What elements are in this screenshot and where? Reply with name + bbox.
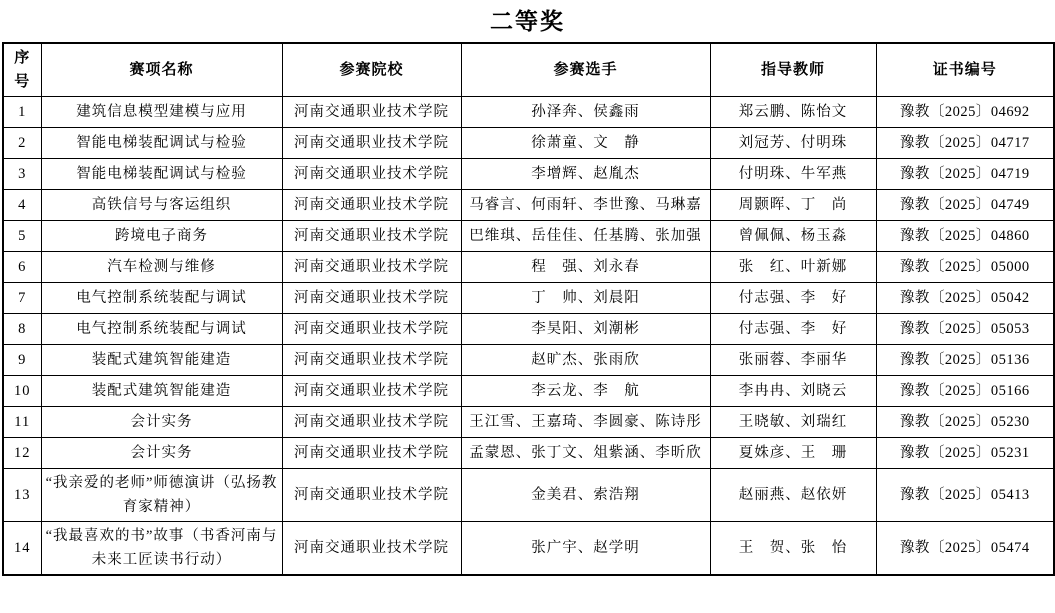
row-school: 河南交通职业技术学院 — [282, 221, 461, 252]
row-certificate-number: 豫教〔2025〕05053 — [876, 314, 1054, 345]
row-participants: 马睿言、何雨轩、李世豫、马琳嘉 — [461, 190, 710, 221]
row-teachers: 付志强、李 好 — [710, 283, 876, 314]
row-school: 河南交通职业技术学院 — [282, 252, 461, 283]
header-serial-number: 序号 — [3, 43, 41, 97]
header-certificate-number: 证书编号 — [876, 43, 1054, 97]
row-serial-number: 5 — [3, 221, 41, 252]
row-event-name: 智能电梯装配调试与检验 — [41, 159, 282, 190]
row-teachers: 付明珠、牛军燕 — [710, 159, 876, 190]
row-certificate-number: 豫教〔2025〕04749 — [876, 190, 1054, 221]
row-certificate-number: 豫教〔2025〕04692 — [876, 97, 1054, 128]
row-school: 河南交通职业技术学院 — [282, 469, 461, 522]
award-table — [2, 42, 1055, 576]
row-teachers: 李冉冉、刘晓云 — [710, 376, 876, 407]
row-event-name: 跨境电子商务 — [41, 221, 282, 252]
row-event-name: 智能电梯装配调试与检验 — [41, 128, 282, 159]
header-teachers: 指导教师 — [710, 43, 876, 97]
table-row — [3, 159, 1054, 190]
table-row — [3, 252, 1054, 283]
row-event-name: “我最喜欢的书”故事（书香河南与未来工匠读书行动） — [41, 522, 282, 576]
row-teachers: 赵丽燕、赵依妍 — [710, 469, 876, 522]
row-certificate-number: 豫教〔2025〕05231 — [876, 438, 1054, 469]
row-school: 河南交通职业技术学院 — [282, 314, 461, 345]
table-row — [3, 469, 1054, 522]
row-certificate-number: 豫教〔2025〕05136 — [876, 345, 1054, 376]
row-teachers: 张丽蓉、李丽华 — [710, 345, 876, 376]
row-teachers: 付志强、李 好 — [710, 314, 876, 345]
row-teachers: 周颢晖、丁 尚 — [710, 190, 876, 221]
row-serial-number: 7 — [3, 283, 41, 314]
row-teachers: 王晓敏、刘瑞红 — [710, 407, 876, 438]
row-certificate-number: 豫教〔2025〕05230 — [876, 407, 1054, 438]
row-certificate-number: 豫教〔2025〕04717 — [876, 128, 1054, 159]
row-serial-number: 6 — [3, 252, 41, 283]
table-row — [3, 283, 1054, 314]
header-row — [3, 43, 1054, 97]
row-participants: 王江雪、王嘉琦、李圆豪、陈诗彤 — [461, 407, 710, 438]
row-participants: 丁 帅、刘晨阳 — [461, 283, 710, 314]
row-participants: 巴维琪、岳佳佳、任基腾、张加强 — [461, 221, 710, 252]
row-serial-number: 9 — [3, 345, 41, 376]
page-title: 二等奖 — [490, 9, 565, 34]
row-certificate-number: 豫教〔2025〕04719 — [876, 159, 1054, 190]
row-serial-number: 10 — [3, 376, 41, 407]
row-teachers: 夏姝彦、王 珊 — [710, 438, 876, 469]
row-certificate-number: 豫教〔2025〕05042 — [876, 283, 1054, 314]
header-participants: 参赛选手 — [461, 43, 710, 97]
row-school: 河南交通职业技术学院 — [282, 97, 461, 128]
row-serial-number: 3 — [3, 159, 41, 190]
row-participants: 金美君、索浩翔 — [461, 469, 710, 522]
row-school: 河南交通职业技术学院 — [282, 376, 461, 407]
row-school: 河南交通职业技术学院 — [282, 522, 461, 576]
row-certificate-number: 豫教〔2025〕05000 — [876, 252, 1054, 283]
row-school: 河南交通职业技术学院 — [282, 283, 461, 314]
row-participants: 程 强、刘永春 — [461, 252, 710, 283]
row-serial-number: 2 — [3, 128, 41, 159]
row-event-name: “我亲爱的老师”师德演讲（弘扬教育家精神） — [41, 469, 282, 522]
table-header — [3, 43, 1054, 97]
table-body — [3, 97, 1054, 576]
row-event-name: 会计实务 — [41, 438, 282, 469]
row-serial-number: 1 — [3, 97, 41, 128]
table-row — [3, 376, 1054, 407]
row-certificate-number: 豫教〔2025〕05474 — [876, 522, 1054, 576]
table-row — [3, 128, 1054, 159]
table-row — [3, 314, 1054, 345]
row-event-name: 建筑信息模型建模与应用 — [41, 97, 282, 128]
row-participants: 孙泽奔、侯鑫雨 — [461, 97, 710, 128]
row-serial-number: 13 — [3, 469, 41, 522]
row-event-name: 汽车检测与维修 — [41, 252, 282, 283]
row-teachers: 张 红、叶新娜 — [710, 252, 876, 283]
row-school: 河南交通职业技术学院 — [282, 438, 461, 469]
row-participants: 徐萧童、文 静 — [461, 128, 710, 159]
row-certificate-number: 豫教〔2025〕04860 — [876, 221, 1054, 252]
row-serial-number: 4 — [3, 190, 41, 221]
row-school: 河南交通职业技术学院 — [282, 159, 461, 190]
row-event-name: 会计实务 — [41, 407, 282, 438]
row-event-name: 装配式建筑智能建造 — [41, 345, 282, 376]
table-row — [3, 438, 1054, 469]
table-row — [3, 190, 1054, 221]
header-school: 参赛院校 — [282, 43, 461, 97]
table-row — [3, 345, 1054, 376]
table-row — [3, 522, 1054, 576]
table-row — [3, 97, 1054, 128]
header-event-name: 赛项名称 — [41, 43, 282, 97]
row-teachers: 曾佩佩、杨玉淼 — [710, 221, 876, 252]
row-serial-number: 12 — [3, 438, 41, 469]
row-school: 河南交通职业技术学院 — [282, 407, 461, 438]
row-participants: 李昊阳、刘潮彬 — [461, 314, 710, 345]
row-participants: 赵旷杰、张雨欣 — [461, 345, 710, 376]
row-teachers: 王 贺、张 怡 — [710, 522, 876, 576]
row-participants: 李增辉、赵胤杰 — [461, 159, 710, 190]
row-teachers: 郑云鹏、陈怡文 — [710, 97, 876, 128]
row-school: 河南交通职业技术学院 — [282, 128, 461, 159]
row-school: 河南交通职业技术学院 — [282, 190, 461, 221]
row-event-name: 电气控制系统装配与调试 — [41, 314, 282, 345]
row-event-name: 装配式建筑智能建造 — [41, 376, 282, 407]
row-serial-number: 8 — [3, 314, 41, 345]
table-row — [3, 221, 1054, 252]
row-participants: 李云龙、李 航 — [461, 376, 710, 407]
row-certificate-number: 豫教〔2025〕05413 — [876, 469, 1054, 522]
row-participants: 孟蒙恩、张丁文、俎紫涵、李昕欣 — [461, 438, 710, 469]
row-serial-number: 14 — [3, 522, 41, 576]
row-school: 河南交通职业技术学院 — [282, 345, 461, 376]
row-serial-number: 11 — [3, 407, 41, 438]
row-participants: 张广宇、赵学明 — [461, 522, 710, 576]
row-event-name: 电气控制系统装配与调试 — [41, 283, 282, 314]
row-certificate-number: 豫教〔2025〕05166 — [876, 376, 1054, 407]
row-teachers: 刘冠芳、付明珠 — [710, 128, 876, 159]
row-event-name: 高铁信号与客运组织 — [41, 190, 282, 221]
table-row — [3, 407, 1054, 438]
